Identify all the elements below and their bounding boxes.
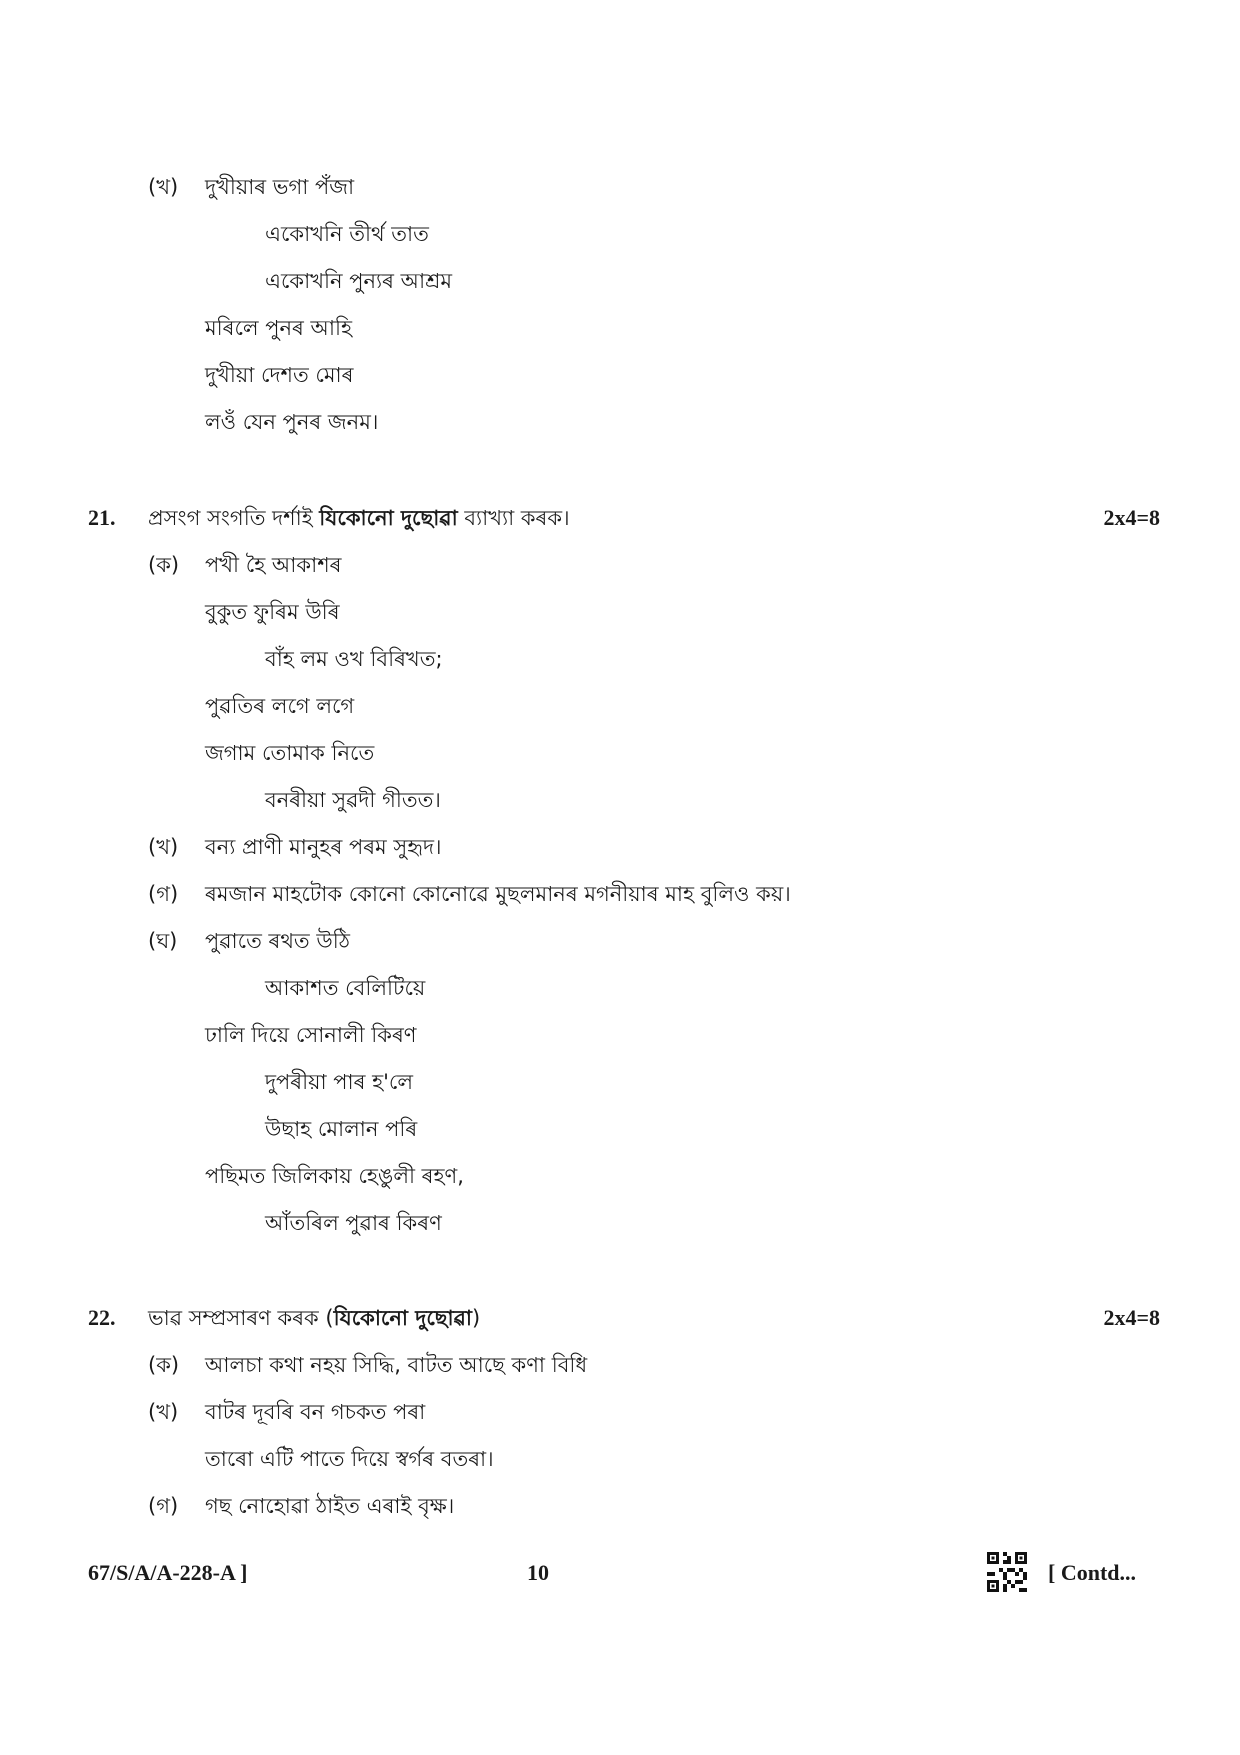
q20b-line-3: একোখনি পুন্যৰ আশ্ৰম (265, 269, 453, 293)
q21a-label: (ক) (148, 553, 180, 577)
q21d-line-5: উছাহ মোলান পৰি (265, 1117, 418, 1141)
q22-number: 22. (88, 1305, 116, 1330)
q22b-line-1: বাটৰ দূবৰি বন গচকত পৰা (205, 1400, 426, 1424)
q22-question (148, 1303, 480, 1333)
q20b-line-4: মৰিলে পুনৰ আহি (205, 316, 353, 340)
q21d-line-2: আকাশত বেলিটিয়ে (265, 976, 426, 1000)
q21-question (148, 503, 570, 533)
q21a-line-5: জগাম তোমাক নিতে (205, 741, 375, 765)
q22a-text: আলচা কথা নহয় সিদ্ধি, বাটত আছে কণা বিধি (205, 1353, 588, 1377)
q21d-line-4: দুপৰীয়া পাৰ হ'লে (265, 1070, 414, 1094)
q21-text-bold: যিকোনো দুছোৱা (319, 506, 458, 530)
q20b-line-6: লওঁ যেন পুনৰ জনম। (205, 410, 379, 434)
q21a-line-1: পখী হৈ আকাশৰ (205, 553, 342, 577)
q21d-label: (ঘ) (148, 929, 178, 953)
q21-text-pre: প্ৰসংগ সংগতি দৰ্শাই (148, 506, 320, 530)
q21-text-post: ব্যাখ্যা কৰক। (457, 506, 570, 530)
q22b-label: (খ) (148, 1400, 179, 1424)
q21b-text: বন্য প্ৰাণী মানুহৰ পৰম সুহৃদ। (205, 835, 442, 859)
q21c-text: ৰমজান মাহটোক কোনো কোনোৱে মুছলমানৰ মগনীয়াৰ মাহ বুলিও কয়। (205, 882, 791, 906)
q21a-line-2: বুকুত ফুৰিম উৰি (205, 600, 340, 624)
q21d-line-6: পছিমত জিলিকায় হেঙুলী ৰহণ, (205, 1164, 464, 1188)
q22-marks: 2x4=8 (1103, 1305, 1160, 1330)
q20b-line-5: দুখীয়া দেশত মোৰ (205, 363, 354, 387)
q21d-line-7: আঁতৰিল পুৱাৰ কিৰণ (265, 1211, 442, 1235)
q22-text-bold: যিকোনো দুছোৱা (333, 1306, 472, 1330)
q21-marks: 2x4=8 (1103, 505, 1160, 530)
q22c-label: (গ) (148, 1494, 179, 1518)
q21b-label: (খ) (148, 835, 179, 859)
qr-code-icon (987, 1552, 1027, 1592)
q22b-line-2: তাৰো এটি পাতে দিয়ে স্বৰ্গৰ বতৰা। (205, 1447, 494, 1471)
paper-code: 67/S/A/A-228-A ] (88, 1560, 248, 1585)
q20b-label: (খ) (148, 175, 179, 199)
q21a-line-3: বাঁহ লম ওখ বিৰিখত; (265, 647, 443, 671)
q21a-line-6: বনৰীয়া সুৱদী গীতত। (265, 788, 441, 812)
q22-text-pre: ভাৱ সম্প্ৰসাৰণ কৰক ( (148, 1306, 334, 1330)
q20b-line-2: একোখনি তীৰ্থ তাত (265, 222, 429, 246)
q21d-line-1: পুৱাতে ৰথত উঠি (205, 929, 350, 953)
q22c-text: গছ নোহোৱা ঠাইত এৰাই বৃক্ষ। (205, 1494, 455, 1518)
q21c-label: (গ) (148, 882, 179, 906)
q21a-line-4: পুৱতিৰ লগে লগে (205, 694, 355, 718)
q20b-line-1: দুখীয়াৰ ভগা পঁজা (205, 175, 355, 199)
page-number: 10 (527, 1560, 549, 1585)
q21d-line-3: ঢালি দিয়ে সোনালী কিৰণ (205, 1023, 417, 1047)
q22-text-post: ) (471, 1306, 481, 1330)
q22a-label: (ক) (148, 1353, 180, 1377)
continued-note: [ Contd... (1048, 1560, 1137, 1585)
q21-number: 21. (88, 505, 116, 530)
